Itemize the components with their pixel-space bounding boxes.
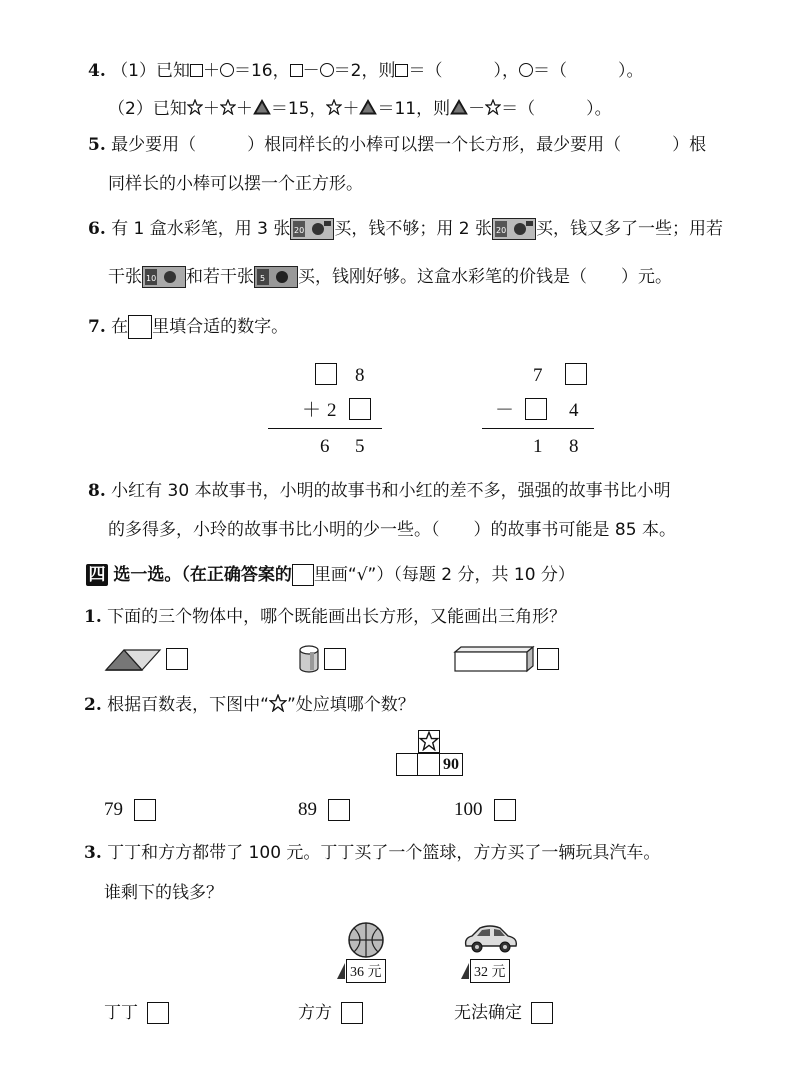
grid-cell-90: 90 [439,753,463,776]
section-title: 选一选。（在正确答案的 [113,565,292,585]
digit: 5 [355,436,365,457]
banknote-value: 10 [146,274,157,283]
option-checkbox[interactable] [328,799,350,821]
sum-line [268,428,382,429]
circle-icon [320,63,334,77]
star-icon [485,99,501,119]
toy-car-icon [462,922,520,958]
digit: 4 [569,400,579,421]
q6-line1: 6. 有 1 盒水彩笔，用 3 张 20 买，钱不够；用 2 张 20 买，钱又多了一些；用若 [88,219,724,239]
triangle-icon [450,99,468,119]
triangle-icon [359,99,377,119]
difference-line [482,428,594,429]
digit-answer-box[interactable] [525,398,547,420]
option-checkbox[interactable] [531,1002,553,1024]
tag-triangle-icon [460,962,470,980]
q5-line1: 5. 最少要用（ ）根同样长的小棒可以摆一个长方形，最少要用（ ）根 [88,135,707,155]
q7-prompt: 7. 在 里填合适的数字。 [88,317,289,337]
operator-plus: ＋ [302,400,322,421]
tag-triangle-icon [336,962,346,980]
grid-cell-star [418,730,440,753]
star-icon [220,99,236,119]
grid-cell [396,753,418,776]
circle-icon [519,63,533,77]
s2-question: 2. 根据百数表，下图中“ ”处应填哪个数？ [84,695,415,715]
operator-minus: － [495,400,515,421]
q4-part1: 4. （1）已知 ＋ ＝16， － ＝2，则 ＝（ ）， ＝（ ）。 [88,61,644,81]
s1-question: 1. 下面的三个物体中，哪个既能画出长方形，又能画出三角形？ [84,607,567,627]
option-checkbox[interactable] [324,648,346,670]
banknote-10-icon [142,266,186,288]
triangular-prism-icon [104,644,162,674]
option-checkbox[interactable] [166,648,188,670]
digit: 6 [320,436,330,457]
cylinder-icon [298,644,320,674]
banknote-5-icon [254,266,298,288]
s3-option-b: 方方 [298,1002,363,1024]
section-4-header: 四 选一选。（在正确答案的 里画“√”）（每题 2 分，共 10 分） [86,564,575,586]
s3-option-a: 丁丁 [104,1002,169,1024]
basketball-item [336,918,398,984]
digit-answer-box[interactable] [349,398,371,420]
option-checkbox[interactable] [341,1002,363,1024]
cuboid-icon [453,644,535,674]
square-icon [395,64,408,77]
car-price: 32 元 [470,959,510,983]
digit: 8 [569,436,579,457]
grid-cell [417,753,440,776]
banknote-value: 5 [260,274,266,283]
s2-option-b: 89 [298,799,350,821]
q8-line2: 的多得多，小玲的故事书比小明的少一些。（ ）的故事书可能是 85 本。 [108,520,676,540]
digit: 7 [533,365,543,386]
toy-car-item [460,918,524,984]
s3-line1: 3. 丁丁和方方都带了 100 元。丁丁买了一个篮球，方方买了一辆玩具汽车。 [84,843,661,863]
square-icon [292,564,314,586]
q4-number: 4. [88,61,106,81]
answer-blank-square[interactable]: ＝（ ）， [408,61,519,81]
triangle-icon [253,99,271,119]
answer-blank[interactable]: ＝（ ）。 [501,99,612,119]
circle-icon [220,63,234,77]
answer-blank-circle[interactable]: ＝（ ）。 [532,61,644,81]
digit-answer-box[interactable] [565,363,587,385]
s3-option-c: 无法确定 [454,1002,553,1024]
price-tag [336,960,386,982]
q5-line2: 同样长的小棒可以摆一个正方形。 [108,174,363,194]
star-icon [419,731,439,751]
square-icon [190,64,203,77]
star-icon [269,694,287,716]
basketball-icon [346,920,386,960]
option-checkbox[interactable] [494,799,516,821]
square-icon [128,315,152,339]
s2-option-a: 79 [104,799,156,821]
s3-line2: 谁剩下的钱多？ [104,883,223,903]
square-icon [290,64,303,77]
q8-line1: 8. 小红有 30 本故事书，小明的故事书和小红的差不多，强强的故事书比小明 [88,481,671,501]
digit-answer-box[interactable] [315,363,337,385]
banknote-20-icon [290,218,334,240]
star-icon [326,99,342,119]
hundred-chart-fragment [396,730,466,778]
s2-option-c: 100 [454,799,516,821]
digit: 8 [355,365,365,386]
digit: 2 [327,400,337,421]
ball-price: 36 元 [346,959,386,983]
q4-part2: （2）已知 ＋ ＋ ＝15， ＋ ＝11，则 － ＝（ ）。 [108,99,612,119]
star-icon [187,99,203,119]
banknote-20-icon [492,218,536,240]
banknote-value: 20 [496,226,507,235]
q6-line2: 干张 10 和若干张 5 买，钱刚好够。这盒水彩笔的价钱是（ ）元。 [108,267,672,287]
digit: 1 [533,436,543,457]
option-checkbox[interactable] [537,648,559,670]
section-badge: 四 [86,564,108,586]
banknote-value: 20 [294,226,305,235]
option-checkbox[interactable] [147,1002,169,1024]
price-tag [460,960,510,982]
option-checkbox[interactable] [134,799,156,821]
